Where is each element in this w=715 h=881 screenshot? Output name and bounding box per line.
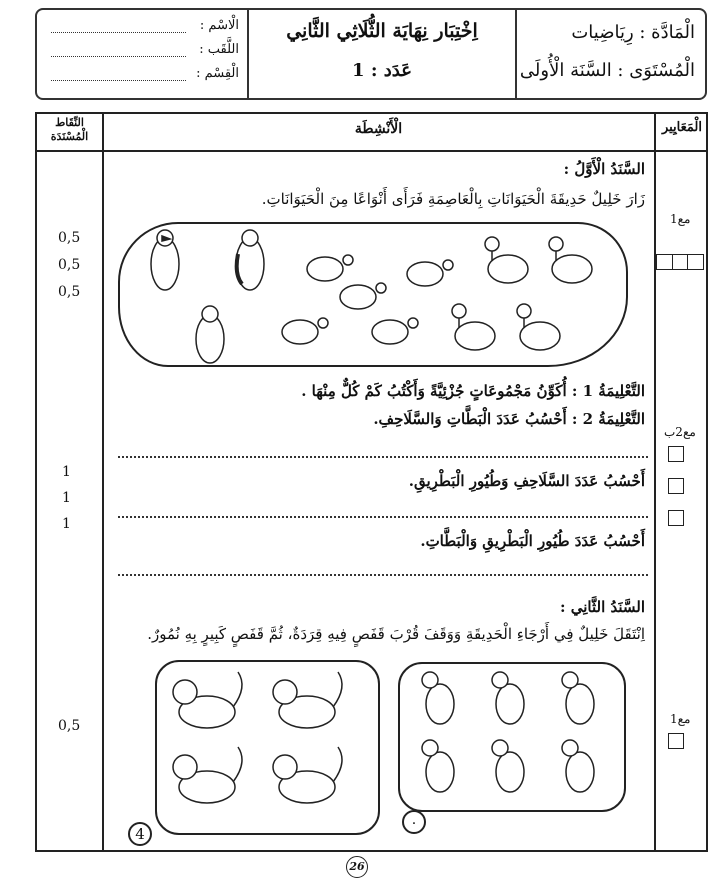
penguin-icon (236, 230, 264, 290)
turtle-icon (407, 260, 453, 286)
class-label: الْقِسْم : (196, 66, 239, 81)
checkbox[interactable] (668, 510, 684, 526)
activities-header: الْأَنْشِطَة (354, 121, 403, 137)
points-header: النِّقَاط الْمُسْنَدَة (50, 116, 89, 143)
monkey-icon (422, 672, 454, 724)
duck-icon (485, 237, 528, 283)
monkey-icon (492, 672, 524, 724)
subject: الْمَادَّة : رِيَاضِيات (571, 22, 695, 43)
turtle-icon (282, 318, 328, 344)
duck-icon (452, 304, 495, 350)
instruction-1: التَّعْلِيمَةُ 1 : أُكَوِّنُ مَجْمُوعَاتٍ جُزْئِيَّةً وَأَكْتُبُ كَمْ كُلٌّ مِنْهَا . (301, 382, 645, 400)
criterion-2: مع2ب (664, 425, 696, 439)
section1-text: زَارَ خَلِيلٌ حَدِيقَةَ الْحَيَوَانَاتِ بِالْعَاصِمَةِ فَرَأَى أَنْوَاعًا مِنَ الْحَيَوَانَاتِ. (261, 190, 645, 208)
points: 0,5 (58, 257, 81, 273)
class-field[interactable] (51, 80, 186, 81)
section1-title: السَّنَدُ الْأَوَّلُ : (563, 160, 645, 178)
checkbox[interactable] (668, 733, 684, 749)
points: 0,5 (58, 230, 81, 246)
penguin-icon (196, 306, 224, 363)
points: 1 (62, 464, 71, 480)
points: 1 (62, 490, 71, 506)
duck-icon (549, 237, 592, 283)
exam-title: اِخْتِبَار نِهَايَة الثُّلَاثِي الثَّانِي (286, 20, 478, 42)
checkbox[interactable] (668, 446, 684, 462)
points: 0,5 (58, 718, 81, 734)
criterion-1: مع1 (670, 212, 691, 226)
surname-label: اللَّقَب : (199, 42, 239, 57)
instruction-2: التَّعْلِيمَةُ 2 : أَحْسُبُ عَدَدَ الْبَطَّاتِ وَالسَّلَاحِفِ. (373, 410, 645, 428)
tiger-count-circle[interactable]: 4 (128, 822, 152, 846)
level: الْمُسْتَوَى : السَّنَة الْأُولَى (519, 60, 695, 81)
points: 1 (62, 516, 71, 532)
answer-line[interactable] (118, 456, 648, 458)
monkey-icon (492, 740, 524, 792)
tiger-icon (173, 747, 242, 803)
section2-text: اِنْتَقَلَ خَلِيلٌ فِي أَرْجَاءِ الْحَدِيقَةِ وَوَقَفَ قُرْبَ قَفَصٍ فِيهِ قِرَدَةٌ، ثُمَّ قَفَصٍ كَبِيرٍ بِهِ نُمُورٌ. (147, 625, 645, 643)
score-boxes[interactable] (656, 254, 704, 270)
question-2: أَحْسُبُ عَدَدَ السَّلَاحِفِ وَطُيُورِ الْبَطْرِيقِ. (408, 472, 645, 490)
criteria-header: الْمَعَايِير (661, 120, 702, 135)
criterion-3: مع1 (670, 712, 691, 726)
monkey-count-circle[interactable]: . (402, 810, 426, 834)
monkey-icon (562, 740, 594, 792)
turtle-icon (372, 318, 418, 344)
section2-title: السَّنَدُ الثَّانِي : (559, 598, 645, 616)
turtle-icon (340, 283, 386, 309)
tiger-icon (273, 672, 342, 728)
checkbox[interactable] (668, 478, 684, 494)
answer-line[interactable] (118, 516, 648, 518)
tiger-icon (173, 672, 242, 728)
name-label: الْاسْم : (199, 18, 239, 33)
animals-illustration (118, 222, 628, 367)
tiger-icon (273, 747, 342, 803)
surname-field[interactable] (51, 56, 186, 57)
exam-number: عَدَد : 1 (352, 60, 412, 81)
turtle-icon (307, 255, 353, 281)
monkey-cage (398, 662, 626, 812)
answer-line[interactable] (118, 574, 648, 576)
duck-icon (517, 304, 560, 350)
header-box (35, 8, 707, 100)
question-3: أَحْسُبُ عَدَدَ طُيُورِ الْبَطْرِيقِ وَالْبَطَّاتِ. (420, 532, 645, 550)
monkey-icon (422, 740, 454, 792)
page-number: 26 (346, 856, 368, 878)
monkey-icon (562, 672, 594, 724)
tiger-cage (155, 660, 380, 835)
points: 0,5 (58, 284, 81, 300)
name-field[interactable] (51, 32, 186, 33)
penguin-icon (151, 230, 179, 290)
